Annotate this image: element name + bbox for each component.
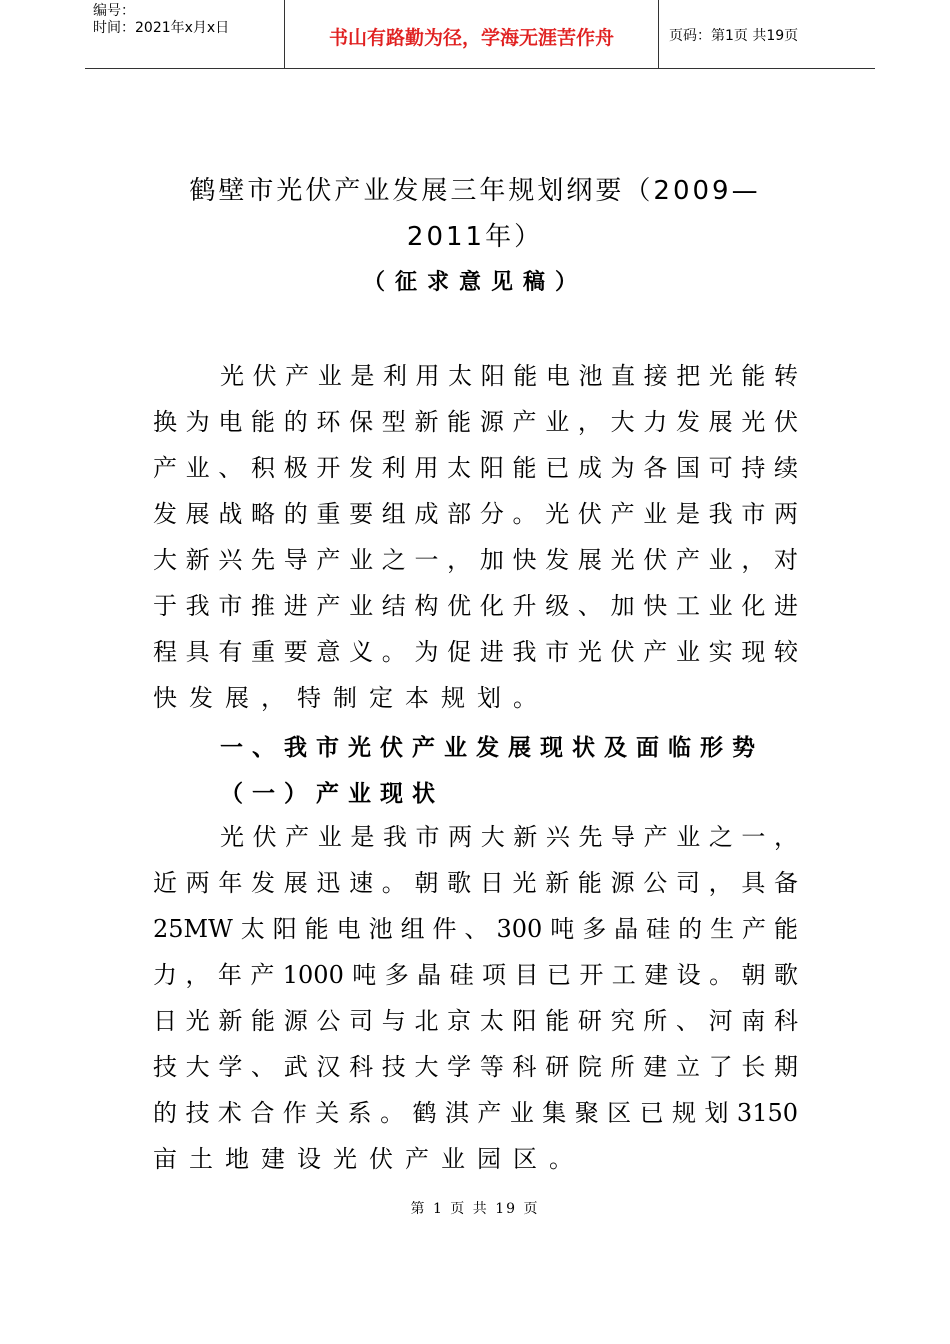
paragraph-line: 光伏产业是我市两大新兴先导产业之一， bbox=[220, 823, 798, 851]
paragraph-line: 日光新能源公司与北京太阳能研究所、河南科 bbox=[153, 1007, 798, 1035]
header-motto: 书山有路勤为径，学海无涯苦作舟 bbox=[285, 0, 659, 68]
document-title-line2: 2011年） bbox=[406, 222, 544, 252]
paragraph-line: 快发展，特制定本规划。 bbox=[153, 684, 549, 712]
paragraph-line: 的技术合作关系。鹤淇产业集聚区已规划3150 bbox=[153, 1099, 798, 1127]
paragraph-line: 于我市推进产业结构优化升级、加快工业化进 bbox=[153, 592, 798, 620]
header-page-info: 页码：第1页 共19页 bbox=[669, 28, 799, 44]
page-header bbox=[85, 0, 875, 69]
paragraph-line: 近两年发展迅速。朝歌日光新能源公司，具备 bbox=[153, 869, 798, 897]
time-label: 时间：2021年x月x日 bbox=[93, 20, 230, 36]
paragraph-line: 程具有重要意义。为促进我市光伏产业实现较 bbox=[153, 638, 798, 666]
paragraph-line: 大新兴先导产业之一，加快发展光伏产业，对 bbox=[153, 546, 798, 574]
paragraph-line: 光伏产业是利用太阳能电池直接把光能转 bbox=[220, 362, 798, 390]
subsection-heading: （一）产业现状 bbox=[220, 781, 444, 807]
section-heading: 一、我市光伏产业发展现状及面临形势 bbox=[220, 735, 764, 761]
paragraph-line: 产业、积极开发利用太阳能已成为各国可持续 bbox=[153, 454, 798, 482]
header-meta bbox=[85, 0, 285, 68]
paragraph-line: 25MW太阳能电池组件、300吨多晶硅的生产能 bbox=[153, 915, 798, 943]
paragraph-line: 发展战略的重要组成部分。光伏产业是我市两 bbox=[153, 500, 798, 528]
paragraph-line: 技大学、武汉科技大学等科研院所建立了长期 bbox=[153, 1053, 798, 1081]
page-footer: 第 1 页 共 19 页 bbox=[410, 1201, 540, 1217]
paragraph-line: 换为电能的环保型新能源产业，大力发展光伏 bbox=[153, 408, 798, 436]
number-label: 编号： bbox=[93, 3, 135, 19]
document-title-line1: 鹤壁市光伏产业发展三年规划纲要（2009— bbox=[189, 176, 761, 206]
document-subtitle: （征求意见稿） bbox=[362, 270, 587, 295]
paragraph-line: 力，年产1000吨多晶硅项目已开工建设。朝歌 bbox=[153, 961, 798, 989]
paragraph-line: 亩土地建设光伏产业园区。 bbox=[153, 1145, 585, 1173]
